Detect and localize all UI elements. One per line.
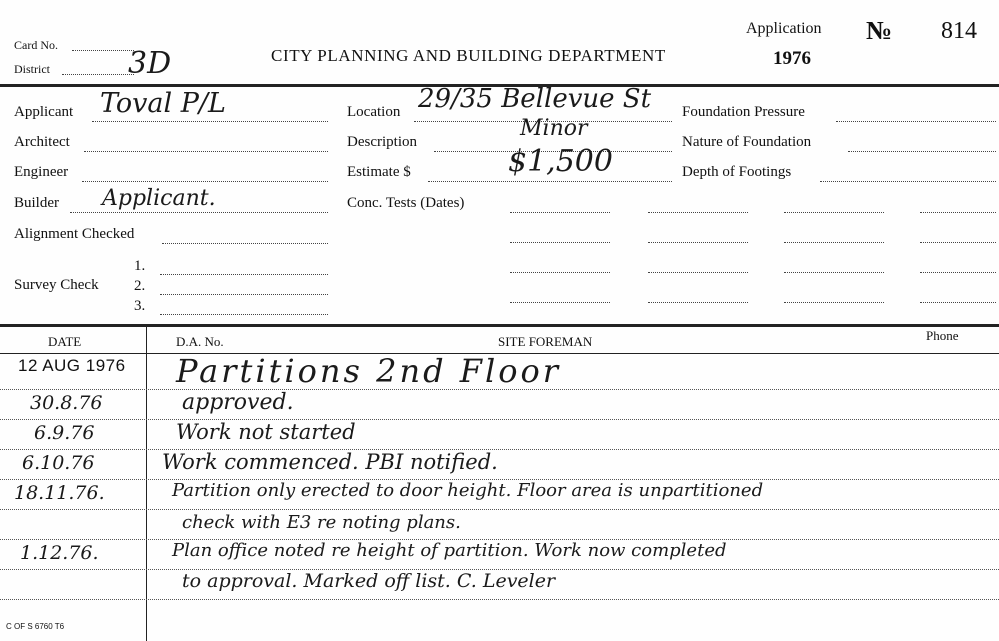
depth-footings-line: [820, 181, 996, 182]
log-date: 6.9.76: [34, 422, 95, 444]
conc-line-7: [784, 242, 884, 243]
log-entry: Plan office noted re height of partition. Work now completed: [172, 540, 727, 561]
district-label: District: [14, 62, 50, 76]
applicant-line: [92, 121, 328, 122]
conc-line-15: [784, 302, 884, 303]
location-value: 29/35 Bellevue St: [418, 84, 652, 114]
foundation-pressure-line: [836, 121, 996, 122]
applicant-label: Applicant: [14, 104, 74, 120]
conc-line-2: [648, 212, 748, 213]
log-date: 1.12.76.: [20, 542, 99, 564]
description-value: Minor: [520, 116, 588, 141]
conc-tests-label: Conc. Tests (Dates): [347, 195, 465, 211]
log-entry: Work not started: [176, 420, 356, 444]
log-date: 30.8.76: [30, 392, 103, 414]
card-no-label: Card No.: [14, 38, 58, 52]
conc-line-14: [648, 302, 748, 303]
district-line: [62, 74, 134, 75]
architect-label: Architect: [14, 134, 70, 150]
alignment-label: Alignment Checked: [14, 226, 135, 242]
estimate-label: Estimate $: [347, 164, 411, 180]
log-date: 18.11.76.: [14, 482, 105, 504]
conc-line-11: [784, 272, 884, 273]
survey-item-2: 2.: [134, 278, 146, 294]
application-number: 814: [941, 18, 977, 44]
district-value: 3D: [128, 46, 172, 81]
conc-line-12: [920, 272, 996, 273]
conc-line-6: [648, 242, 748, 243]
conc-line-10: [648, 272, 748, 273]
header-site-foreman: SITE FOREMAN: [498, 334, 593, 349]
depth-footings-label: Depth of Footings: [682, 164, 792, 180]
conc-line-4: [920, 212, 996, 213]
log-row-line: [0, 449, 999, 450]
builder-label: Builder: [14, 195, 59, 211]
survey-label: Survey Check: [14, 277, 99, 293]
conc-line-13: [510, 302, 610, 303]
foundation-pressure-label: Foundation Pressure: [682, 104, 805, 120]
nature-foundation-line: [848, 151, 996, 152]
architect-line: [84, 151, 328, 152]
form-code: C OF S 6760 T6: [6, 622, 65, 631]
applicant-value: Toval P/L: [100, 88, 226, 119]
log-entry: to approval. Marked off list. C. Leveler: [182, 570, 556, 592]
description-label: Description: [347, 134, 417, 150]
header-phone: Phone: [926, 328, 959, 343]
conc-line-16: [920, 302, 996, 303]
card-no-line: [72, 50, 134, 51]
log-entry: check with E3 re noting plans.: [182, 512, 461, 533]
survey-item-3: 3.: [134, 298, 146, 314]
log-top-rule: [0, 324, 999, 327]
log-entry: Partition only erected to door height. Floor area is unpartitioned: [172, 480, 764, 501]
nature-foundation-label: Nature of Foundation: [682, 134, 812, 150]
survey-line-1: [160, 274, 328, 275]
survey-item-1: 1.: [134, 258, 146, 274]
conc-line-9: [510, 272, 610, 273]
number-sign: №: [866, 16, 893, 45]
header-da-no: D.A. No.: [176, 334, 224, 349]
application-year: 1976: [773, 48, 811, 69]
conc-line-1: [510, 212, 610, 213]
header-date: DATE: [48, 334, 82, 349]
log-date: 6.10.76: [22, 452, 95, 474]
log-row-line: [0, 509, 999, 510]
conc-line-8: [920, 242, 996, 243]
builder-line: [70, 212, 328, 213]
log-entry: Work commenced. PBI notified.: [162, 450, 498, 474]
application-label: Application: [746, 20, 822, 37]
date-column-divider: [146, 326, 147, 641]
builder-value: Applicant.: [102, 186, 216, 211]
conc-line-3: [784, 212, 884, 213]
conc-line-5: [510, 242, 610, 243]
log-date-stamp: 12 AUG 1976: [18, 356, 126, 375]
department-title: CITY PLANNING AND BUILDING DEPARTMENT: [271, 46, 666, 65]
estimate-value: $1,500: [508, 144, 613, 179]
log-entry: Partitions 2nd Floor: [176, 352, 562, 390]
survey-line-3: [160, 314, 328, 315]
location-label: Location: [347, 104, 401, 120]
estimate-line: [428, 181, 672, 182]
log-row-line: [0, 599, 999, 600]
log-row-line: [0, 419, 999, 420]
engineer-line: [82, 181, 328, 182]
alignment-line: [162, 243, 328, 244]
survey-line-2: [160, 294, 328, 295]
log-entry: approved.: [182, 390, 294, 415]
engineer-label: Engineer: [14, 164, 69, 180]
